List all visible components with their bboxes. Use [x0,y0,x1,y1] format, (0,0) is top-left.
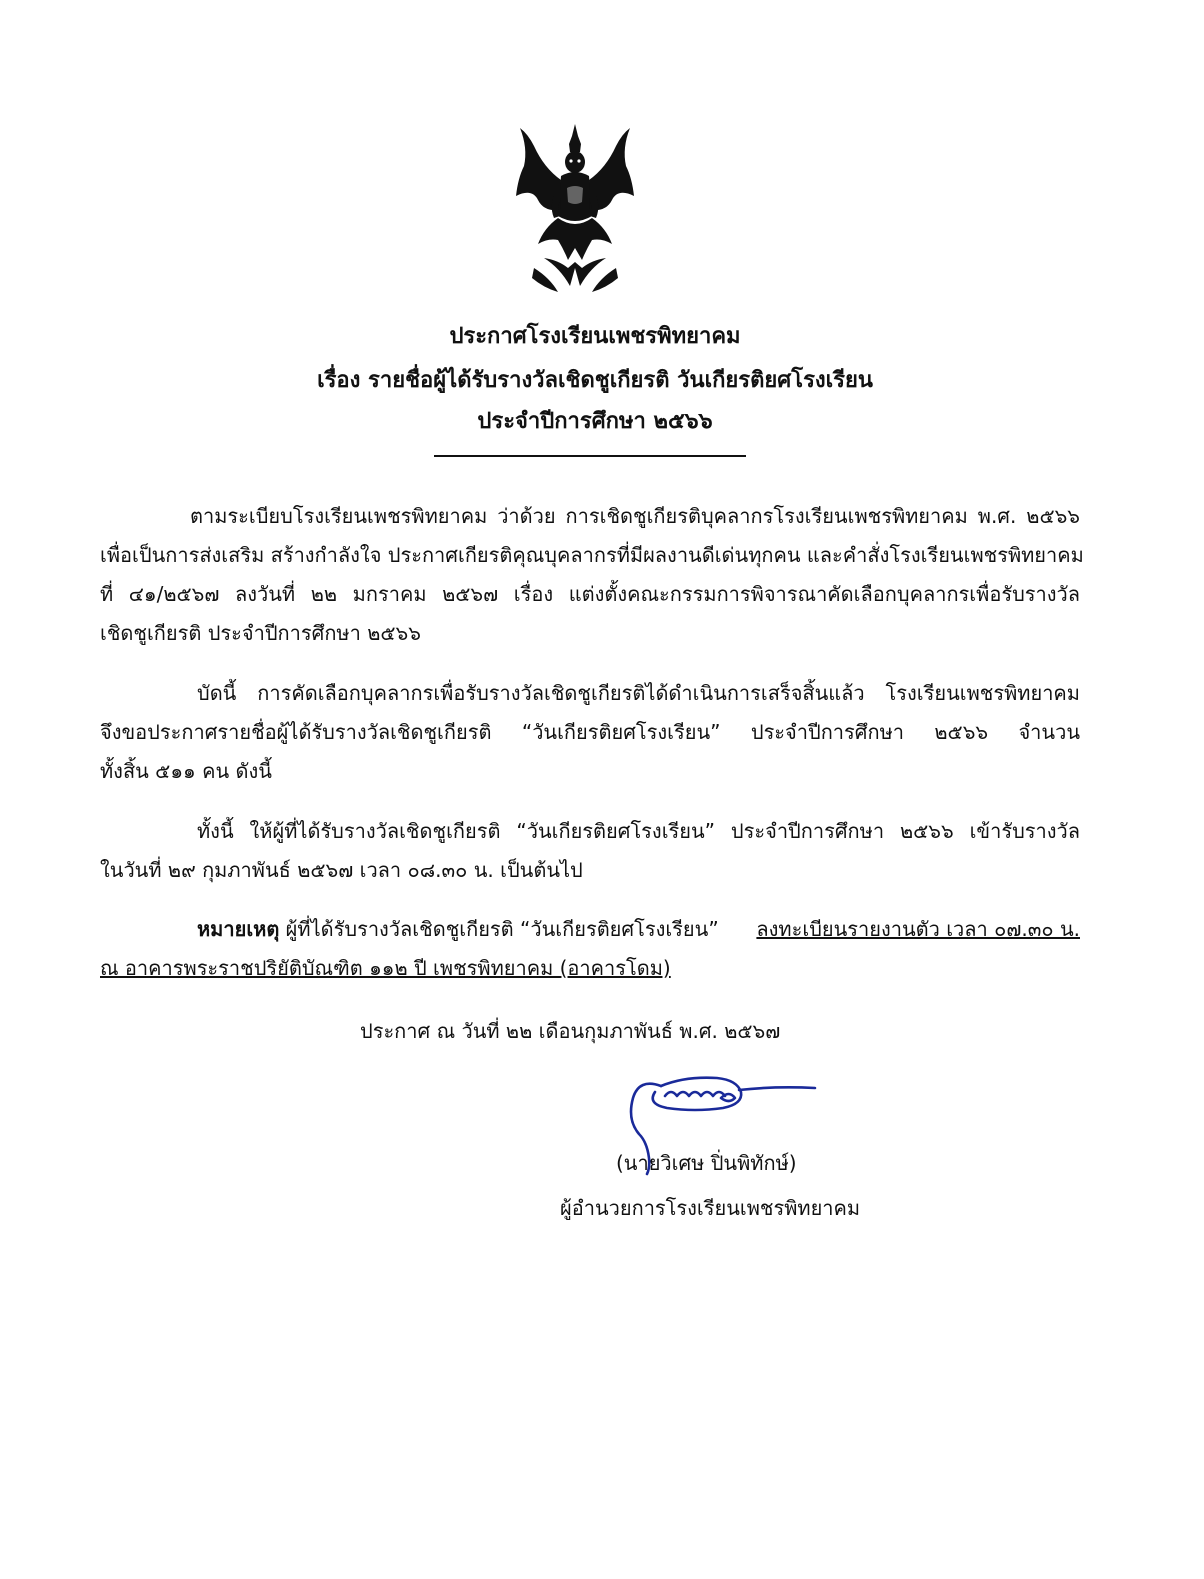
garuda-emblem-icon [514,118,636,296]
signer-position: ผู้อำนวยการโรงเรียนเพชรพิทยาคม [560,1196,861,1220]
announcement-date: ประกาศ ณ วันที่ ๒๒ เดือนกุมภาพันธ์ พ.ศ. ๒๕๖๗ [360,1019,781,1043]
paragraph-3-line-2: ในวันที่ ๒๙ กุมภาพันธ์ ๒๕๖๗ เวลา ๐๘.๓๐ น. เป็นต้นไป [100,858,583,882]
note-line-2-venue: ณ อาคารพระราชปริยัติบัณฑิต ๑๑๒ ปี เพชรพิทยาคม (อาคารโดม) [100,956,671,980]
note-registration-time: ลงทะเบียนรายงานตัว เวลา ๐๗.๓๐ น. [756,917,1080,941]
paragraph-3-line-1: ทั้งนี้ ให้ผู้ที่ได้รับรางวัลเชิดชูเกียรติ “วันเกียรติยศโรงเรียน” ประจำปีการศึกษา ๒๕๖๖ เข้ารับรางวัล [197,819,1080,843]
paragraph-2-line-2: จึงขอประกาศรายชื่อผู้ได้รับรางวัลเชิดชูเกียรติ “วันเกียรติยศโรงเรียน” ประจำปีการศึกษา ๒๕๖๖ จำนวน [100,720,1080,744]
title-divider [434,455,746,457]
paragraph-2-line-1: บัดนี้ การคัดเลือกบุคลากรเพื่อรับรางวัลเชิดชูเกียรติได้ดำเนินการเสร็จสิ้นแล้ว โรงเรียนเพชรพิทยาคม [197,681,1080,705]
title-line-2: เรื่อง รายชื่อผู้ได้รับรางวัลเชิดชูเกียรติ วันเกียรติยศโรงเรียน [317,368,873,393]
note-line-1 [197,916,1080,942]
title-line-3: ประจำปีการศึกษา ๒๕๖๖ [477,409,713,434]
signer-name: (นายวิเศษ ปิ่นพิทักษ์) [616,1151,797,1175]
note-text: ผู้ที่ได้รับรางวัลเชิดชูเกียรติ “วันเกียรติยศโรงเรียน” [279,917,726,941]
paragraph-2-line-3: ทั้งสิ้น ๕๑๑ คน ดังนี้ [100,759,272,783]
title-line-1: ประกาศโรงเรียนเพชรพิทยาคม [449,324,741,349]
paragraph-1-line-4: เชิดชูเกียรติ ประจำปีการศึกษา ๒๕๖๖ [100,621,421,645]
note-label: หมายเหตุ [197,917,280,941]
paragraph-1-line-3: ที่ ๔๑/๒๕๖๗ ลงวันที่ ๒๒ มกราคม ๒๕๖๗ เรื่อง แต่งตั้งคณะกรรมการพิจารณาคัดเลือกบุคลากรเพื่อรับรางวัล [100,582,1080,606]
paragraph-1-line-1: ตามระเบียบโรงเรียนเพชรพิทยาคม ว่าด้วย การเชิดชูเกียรติบุคลากรโรงเรียนเพชรพิทยาคม พ.ศ. ๒๕๖๖ [190,504,1080,528]
paragraph-1-line-2: เพื่อเป็นการส่งเสริม สร้างกำลังใจ ประกาศเกียรติคุณบุคลากรที่มีผลงานดีเด่นทุกคน และคำสั่งโรงเรียนเพชรพิทยาคม [100,543,1084,567]
